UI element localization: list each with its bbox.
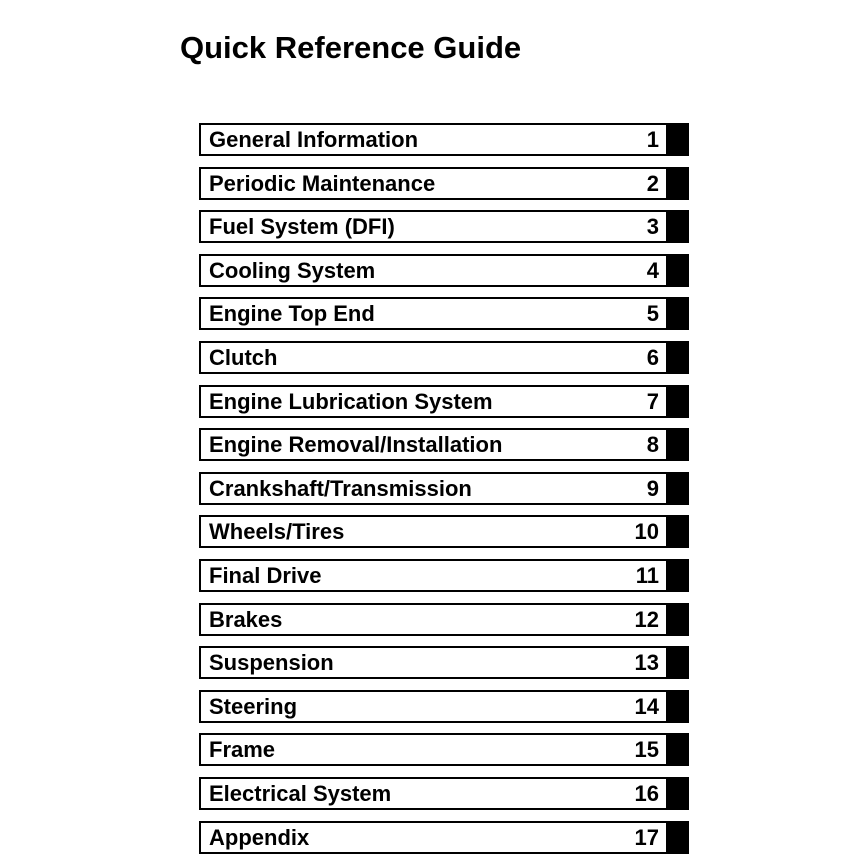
chapter-tab	[668, 821, 689, 854]
toc-entry-number: 1	[646, 127, 659, 152]
toc-entry-number: 13	[634, 650, 659, 676]
toc-row	[199, 690, 689, 723]
toc-entry-suspension[interactable]	[199, 646, 668, 679]
toc-entry-number: 4	[646, 257, 659, 283]
toc-entry-number: 11	[635, 562, 659, 588]
toc-entry-steering[interactable]	[199, 690, 668, 723]
toc-row	[199, 341, 689, 374]
toc-entry-label: Final Drive	[209, 562, 322, 588]
toc-row	[199, 385, 689, 418]
toc-entry-label: Electrical System	[209, 780, 392, 806]
toc-entry-number: 17	[634, 824, 659, 850]
toc-row	[199, 777, 689, 810]
chapter-tab	[668, 603, 689, 636]
chapter-tab	[668, 385, 689, 418]
toc-entry-cooling-system[interactable]	[199, 254, 668, 287]
toc-entry-brakes[interactable]	[199, 603, 668, 636]
toc-entry-number: 2	[646, 170, 659, 196]
toc-entry-label: Frame	[209, 737, 276, 763]
toc-entry-number: 3	[646, 214, 659, 240]
toc-entry-appendix[interactable]	[199, 821, 668, 854]
toc-entry-periodic-maintenance[interactable]	[199, 167, 668, 200]
chapter-tab	[668, 646, 689, 679]
toc-entry-label: Clutch	[209, 344, 278, 370]
toc-row	[199, 210, 689, 243]
toc-entry-label: Engine Removal/Installation	[209, 432, 503, 458]
toc-entry-number: 7	[646, 388, 659, 414]
chapter-tab	[668, 515, 689, 548]
page-title: Quick Reference Guide	[180, 29, 522, 65]
toc-entry-number: 9	[646, 475, 659, 501]
toc-entry-number: 10	[634, 519, 659, 545]
toc-row	[199, 646, 689, 679]
toc-entry-label: Wheels/Tires	[209, 519, 345, 545]
toc-row	[199, 515, 689, 548]
toc-entry-engine-lubrication-system[interactable]	[199, 385, 668, 418]
toc-entry-number: 16	[634, 780, 659, 806]
toc-entry-label: Periodic Maintenance	[209, 170, 436, 196]
toc-row	[199, 123, 689, 156]
toc-entry-number: 12	[634, 606, 659, 632]
toc-row	[199, 733, 689, 766]
toc-row	[199, 472, 689, 505]
toc-entry-label: Appendix	[209, 824, 310, 850]
chapter-tab	[668, 690, 689, 723]
toc-entry-number: 8	[646, 432, 659, 458]
toc-entry-number: 5	[646, 301, 659, 327]
chapter-tab	[668, 559, 689, 592]
toc-entry-label: Engine Lubrication System	[209, 388, 493, 414]
toc-entry-label: Fuel System (DFI)	[209, 214, 395, 240]
toc-row	[199, 297, 689, 330]
toc-entry-number: 6	[646, 344, 659, 370]
toc-entry-wheels-tires[interactable]	[199, 515, 668, 548]
toc-entry-general-information[interactable]	[199, 123, 668, 156]
chapter-tab	[668, 777, 689, 810]
toc-entry-number: 14	[634, 693, 659, 719]
toc-entry-engine-top-end[interactable]	[199, 297, 668, 330]
chapter-tab	[668, 210, 689, 243]
toc-row	[199, 254, 689, 287]
toc-row	[199, 559, 689, 592]
chapter-tab	[668, 341, 689, 374]
chapter-tab	[668, 428, 689, 461]
toc-row	[199, 821, 689, 854]
toc-entry-crankshaft-transmission[interactable]	[199, 472, 668, 505]
toc-entry-number: 15	[634, 737, 659, 763]
toc-row	[199, 603, 689, 636]
toc-entry-engine-removal-installation[interactable]	[199, 428, 668, 461]
toc-entry-label: Crankshaft/Transmission	[209, 475, 472, 501]
toc-entry-label: Steering	[209, 693, 298, 719]
toc-entry-label: Brakes	[209, 606, 283, 632]
chapter-tab	[668, 123, 689, 156]
toc-row	[199, 428, 689, 461]
chapter-tab	[668, 472, 689, 505]
toc-entry-fuel-system-dfi[interactable]	[199, 210, 668, 243]
chapter-tab	[668, 733, 689, 766]
toc-entry-label: Engine Top End	[209, 301, 375, 327]
toc-entry-label: Cooling System	[209, 257, 376, 283]
table-of-contents	[199, 123, 689, 854]
toc-entry-electrical-system[interactable]	[199, 777, 668, 810]
toc-entry-label: General Information	[209, 127, 419, 152]
toc-entry-final-drive[interactable]	[199, 559, 668, 592]
toc-entry-label: Suspension	[209, 650, 334, 676]
toc-entry-clutch[interactable]	[199, 341, 668, 374]
chapter-tab	[668, 254, 689, 287]
chapter-tab	[668, 297, 689, 330]
chapter-tab	[668, 167, 689, 200]
toc-entry-frame[interactable]	[199, 733, 668, 766]
toc-row	[199, 167, 689, 200]
